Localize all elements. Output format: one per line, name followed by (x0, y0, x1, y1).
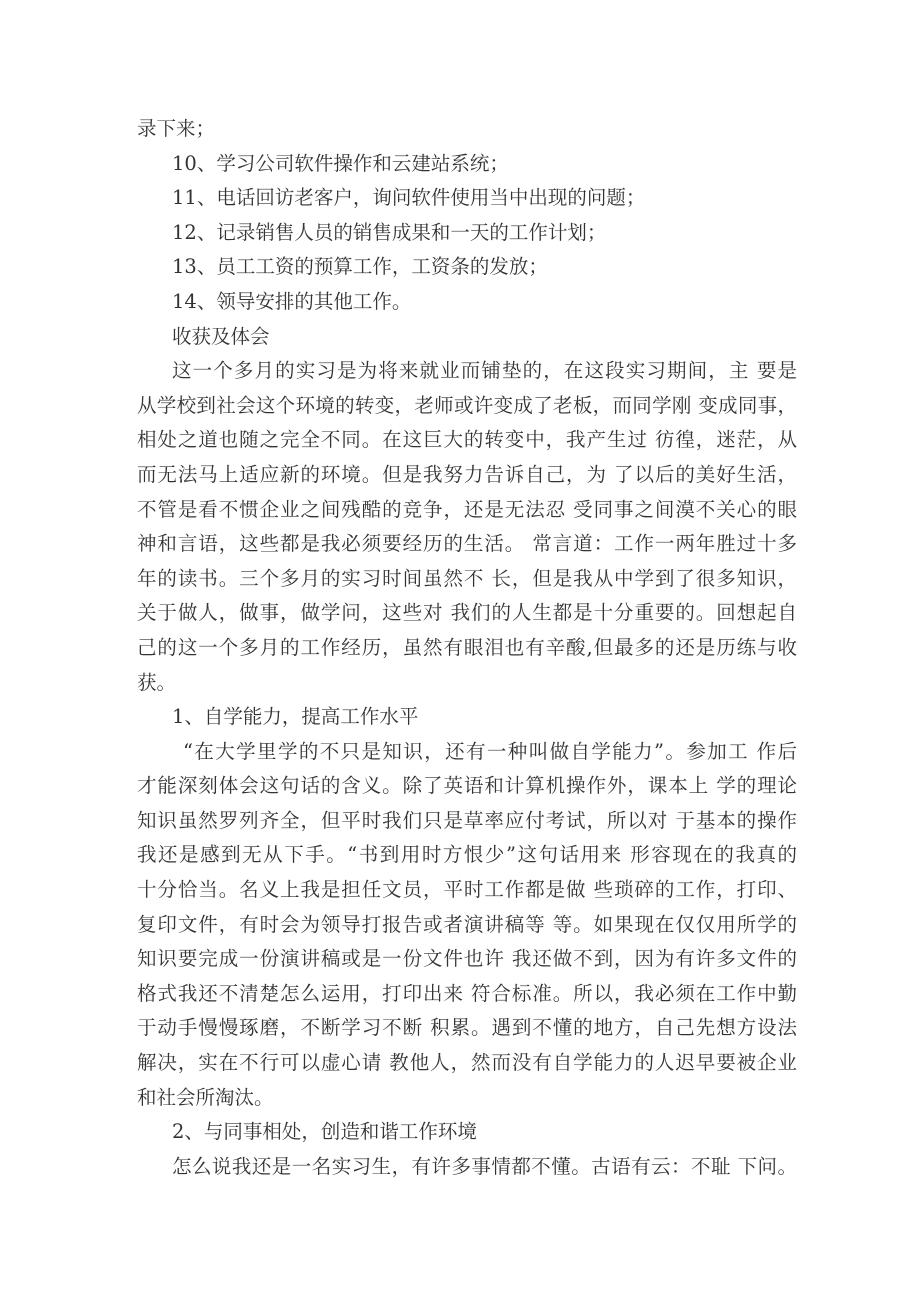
paragraph-line: 神和言语，这些都是我必须要经历的生活。 常言道：工作一两年胜过十多 (137, 532, 797, 556)
paragraph-line: 知识要完成一份演讲稿或是一份文件也许 我还做不到，因为有许多文件的 (137, 947, 797, 971)
list-item: 13、员工工资的预算工作，工资条的发放； (172, 255, 548, 279)
paragraph-line: 我还是感到无从下手。“书到用时方恨少”这句话用来 形容现在的我真的 (137, 843, 797, 867)
paragraph-line: 解决，实在不行可以虚心请 教他人，然而没有自学能力的人迟早要被企业 (137, 1051, 797, 1075)
document-body (137, 112, 797, 1184)
text-line: 录下来； (137, 117, 216, 140)
section-heading: 1、自学能力，提高工作水平 (172, 705, 419, 729)
paragraph-line: 获。 (137, 670, 177, 694)
paragraph-line: 十分恰当。名义上我是担任文员，平时工作都是做 些琐碎的工作，打印、 (137, 878, 797, 902)
paragraph-line: 怎么说我还是一名实习生，有许多事情都不懂。古语有云：不耻 下问。 (172, 1154, 797, 1178)
paragraph-line: 不管是看不惯企业之间残酷的竞争，还是无法忍 受同事之间漠不关心的眼 (137, 497, 797, 521)
paragraph-line: 和社会所淘汰。 (137, 1085, 274, 1109)
paragraph-line: 己的这一个多月的工作经历，虽然有眼泪也有辛酸,但最多的还是历练与收 (137, 635, 797, 659)
paragraph-line: 知识虽然罗列齐全，但平时我们只是草率应付考试，所以对 于基本的操作 (137, 808, 797, 832)
paragraph-line: 而无法马上适应新的环境。但是我努力告诉自己，为 了以后的美好生活， (137, 462, 797, 486)
paragraph-line: 才能深刻体会这句话的含义。除了英语和计算机操作外，课本上 学的理论 (137, 774, 797, 798)
paragraph-line: 相处之道也随之完全不同。在这巨大的转变中，我产生过 彷徨，迷茫，从 (137, 428, 797, 452)
section-heading: 收获及体会 (172, 324, 270, 348)
list-item: 11、电话回访老客户，询问软件使用当中出现的问题； (172, 186, 646, 210)
paragraph-line: 从学校到社会这个环境的转变，老师或许变成了老板，而同学刚 变成同事， (137, 393, 797, 417)
paragraph-line: 于动手慢慢琢磨，不断学习不断 积累。遇到不懂的地方，自己先想方设法 (137, 1016, 797, 1040)
paragraph-line: 格式我还不清楚怎么运用，打印出来 符合标准。所以，我必须在工作中勤 (137, 981, 797, 1005)
list-item: 10、学习公司软件操作和云建站系统； (172, 151, 509, 175)
paragraph-line: 复印文件，有时会为领导打报告或者演讲稿等 等。如果现在仅仅用所学的 (137, 912, 797, 936)
paragraph-line: 这一个多月的实习是为将来就业而铺垫的，在这段实习期间，主 要是 (172, 359, 797, 383)
list-item: 12、记录销售人员的销售成果和一天的工作计划； (172, 220, 607, 244)
list-item: 14、领导安排的其他工作。 (172, 289, 412, 313)
paragraph-line: 年的读书。三个多月的实习时间虽然不 长，但是我从中学到了很多知识， (137, 566, 797, 590)
paragraph-line: 关于做人，做事，做学问，这些对 我们的人生都是十分重要的。回想起自 (137, 601, 797, 625)
paragraph-line: “在大学里学的不只是知识，还有一种叫做自学能力”。参加工 作后 (183, 739, 797, 763)
section-heading: 2、与同事相处，创造和谐工作环境 (172, 1120, 477, 1144)
